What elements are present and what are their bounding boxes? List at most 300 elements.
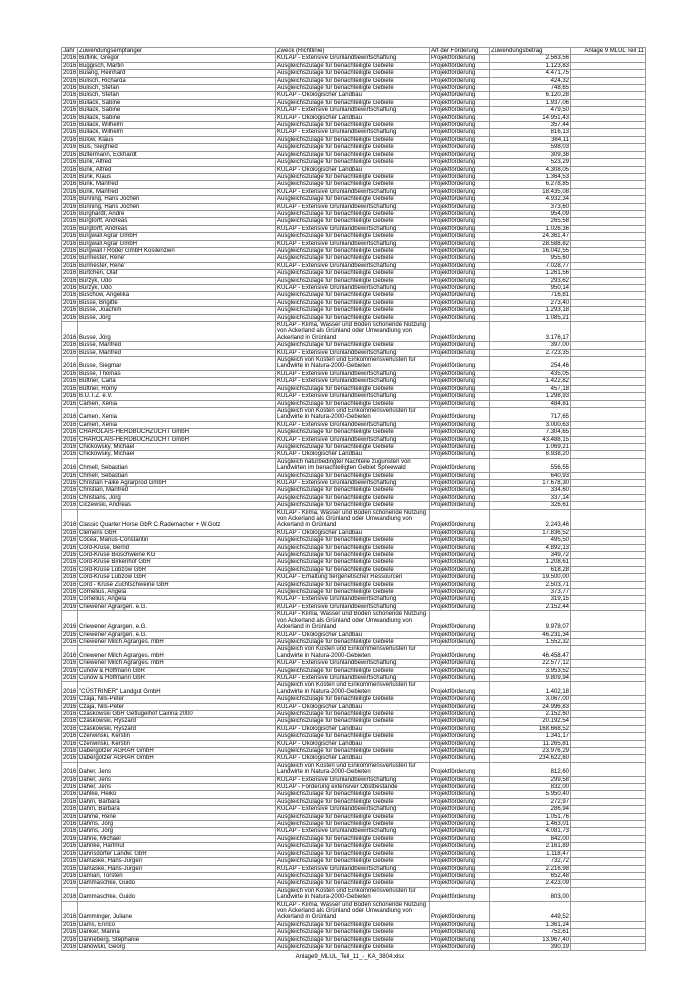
cell-type: Projektförderung — [430, 107, 490, 114]
cell-recipient: Bullack, Wilhelm — [78, 122, 276, 129]
cell-purpose: Ausgleichszulage für benachteiligte Gebiete — [276, 292, 430, 299]
cell-type: Projektförderung — [430, 806, 490, 813]
cell-type: Projektförderung — [430, 159, 490, 166]
table-row — [62, 611, 646, 631]
cell-recipient: Ciczewski, Andreas — [78, 502, 276, 509]
cell-purpose: Ausgleichszulage für benachteiligte Gebiete — [276, 494, 430, 501]
cell-amount: 4.892,13 — [490, 544, 571, 551]
cell-recipient: Burghardt, Andre — [78, 210, 276, 217]
table-row — [62, 188, 646, 195]
cell-amount: 18.435,08 — [490, 188, 571, 195]
cell-year: 2016 — [63, 436, 77, 443]
cell-type: Projektförderung — [430, 370, 490, 377]
cell-amount: 3.067,00 — [490, 696, 571, 703]
cell-type: Projektförderung — [430, 166, 490, 173]
cell-type: Projektförderung — [430, 247, 490, 254]
cell-recipient: Bunk, Manfred — [78, 181, 276, 188]
cell-type: Projektförderung — [430, 596, 490, 603]
cell-empty — [571, 865, 646, 872]
cell-type: Projektförderung — [430, 400, 490, 407]
cell-empty — [571, 487, 646, 494]
cell-purpose: Ausgleichszulage für benachteiligte Gebiete — [276, 487, 430, 494]
cell-type: Projektförderung — [430, 292, 490, 299]
cell-recipient: Classic Quarter Horse GbR C.Rademacher + W.Gotz — [78, 509, 276, 529]
cell-recipient: Danker, Marina — [78, 929, 276, 936]
cell-year: 2016 — [63, 487, 77, 494]
cell-purpose: Ausgleichszulage für benachteiligte Gebiete — [276, 502, 430, 509]
cell-purpose: Ausgleichszulage für benachteiligte Gebiete — [276, 159, 430, 166]
cell-type: Projektförderung — [430, 667, 490, 674]
cell-amount: 1.937,06 — [490, 99, 571, 106]
table-row — [62, 421, 646, 428]
cell-recipient: Dahlke, Heiko — [78, 791, 276, 798]
cell-amount: 5.950,40 — [490, 791, 571, 798]
table-row — [62, 748, 646, 755]
cell-year: 2016 — [62, 901, 78, 921]
cell-type: Projektförderung — [430, 270, 490, 277]
cell-purpose: KULAP - Ökologischer Landbau — [276, 755, 430, 762]
cell-amount: 523,29 — [490, 159, 571, 166]
cell-type: Projektförderung — [430, 342, 490, 349]
table-row — [62, 166, 646, 173]
cell-type: Projektförderung — [430, 936, 490, 943]
cell-year: 2016 — [63, 865, 77, 872]
table-row — [62, 262, 646, 269]
cell-recipient: Cornelius, Angela — [78, 589, 276, 596]
cell-year: 2016 — [63, 603, 77, 610]
cell-type: Projektförderung — [430, 436, 490, 443]
cell-amount: 4.932,34 — [490, 196, 571, 203]
table-row — [62, 114, 646, 121]
cell-empty — [571, 62, 646, 69]
cell-recipient: Dahms, Jörg — [78, 821, 276, 828]
cell-purpose: KULAP - Extensive Grünlandbewirtschaftung — [276, 349, 430, 356]
cell-empty — [571, 92, 646, 99]
cell-empty — [571, 378, 646, 385]
cell-purpose: Ausgleichszulage für benachteiligte Gebiete — [276, 270, 430, 277]
cell-empty — [571, 638, 646, 645]
table-row — [62, 537, 646, 544]
cell-year: 2016 — [62, 762, 78, 776]
header-annex: Anlage 9 MLUL Teil 11 — [571, 48, 646, 55]
cell-amount: 424,32 — [490, 77, 571, 84]
cell-type: Projektförderung — [430, 872, 490, 879]
cell-type: Projektförderung — [430, 603, 490, 610]
cell-recipient: Criewener Milch Agrarges. mbH — [78, 638, 276, 645]
cell-type: Projektförderung — [430, 544, 490, 551]
cell-purpose: KULAP - Ökologischer Landbau — [276, 166, 430, 173]
cell-amount: 1.422,82 — [490, 378, 571, 385]
cell-purpose: KULAP - Extensive Grünlandbewirtschaftung — [276, 421, 430, 428]
cell-amount: 2.723,35 — [490, 349, 571, 356]
cell-empty — [571, 357, 646, 371]
table-row — [62, 936, 646, 943]
table-row — [62, 225, 646, 232]
cell-type: Projektförderung — [430, 865, 490, 872]
cell-empty — [571, 943, 646, 950]
cell-type: Projektförderung — [430, 136, 490, 143]
cell-year: 2016 — [62, 646, 78, 660]
cell-year: 2016 — [63, 843, 77, 850]
cell-year: 2016 — [63, 943, 77, 950]
cell-year: 2016 — [63, 638, 77, 645]
cell-recipient: Bullack, Sabine — [78, 107, 276, 114]
cell-year: 2016 — [63, 451, 77, 458]
cell-type: Projektförderung — [430, 537, 490, 544]
cell-type: Projektförderung — [430, 529, 490, 536]
cell-type: Projektförderung — [430, 225, 490, 232]
cell-purpose: KULAP - Extensive Grünlandbewirtschaftung — [276, 203, 430, 210]
cell-empty — [571, 122, 646, 129]
cell-purpose: Ausgleichszulage für benachteiligte Gebiete — [276, 122, 430, 129]
cell-empty — [571, 472, 646, 479]
cell-empty — [571, 733, 646, 740]
cell-year: 2016 — [63, 566, 77, 573]
cell-purpose: KULAP - Ökologischer Landbau — [276, 740, 430, 747]
cell-empty — [571, 880, 646, 887]
cell-purpose: Ausgleichszulage für benachteiligte Gebiete — [276, 835, 430, 842]
cell-empty — [571, 240, 646, 247]
cell-type: Projektförderung — [430, 378, 490, 385]
cell-empty — [571, 458, 646, 472]
table-row — [62, 821, 646, 828]
cell-recipient: Bünning, Hans Jochen — [78, 203, 276, 210]
cell-type: Projektförderung — [430, 349, 490, 356]
table-row — [62, 299, 646, 306]
table-row — [62, 813, 646, 820]
cell-type: Projektförderung — [430, 638, 490, 645]
cell-year: 2016 — [63, 733, 77, 740]
cell-year: 2016 — [63, 494, 77, 501]
cell-type: Projektförderung — [430, 114, 490, 121]
cell-year: 2016 — [63, 544, 77, 551]
cell-amount: 265,58 — [490, 218, 571, 225]
cell-recipient: Daher, Jens — [78, 784, 276, 791]
table-row — [62, 603, 646, 610]
table-row — [62, 136, 646, 143]
cell-year: 2016 — [62, 357, 78, 371]
cell-recipient: Dahms, Jörg — [78, 828, 276, 835]
cell-empty — [571, 682, 646, 696]
cell-purpose: KULAP - Extensive Grünlandbewirtschaftung — [276, 674, 430, 681]
cell-recipient: Busse, Thomas — [78, 370, 276, 377]
cell-year: 2016 — [62, 322, 78, 342]
cell-type: Projektförderung — [430, 696, 490, 703]
cell-year: 2016 — [63, 370, 77, 377]
cell-purpose: KULAP - Extensive Grünlandbewirtschaftung — [276, 479, 430, 486]
cell-type: Projektförderung — [430, 850, 490, 857]
cell-type: Projektförderung — [430, 718, 490, 725]
cell-type: Projektförderung — [430, 740, 490, 747]
cell-empty — [571, 791, 646, 798]
cell-amount: 8.938,20 — [490, 451, 571, 458]
cell-recipient: Christian, Manfred — [78, 487, 276, 494]
table-row — [62, 55, 646, 62]
cell-empty — [571, 798, 646, 805]
table-row — [62, 99, 646, 106]
cell-year: 2016 — [63, 299, 77, 306]
cell-type: Projektförderung — [430, 240, 490, 247]
table-row — [62, 322, 646, 342]
cell-type: Projektförderung — [430, 357, 490, 371]
table-row — [62, 682, 646, 696]
cell-recipient: Burtchen, Olaf — [78, 270, 276, 277]
table-row — [62, 233, 646, 240]
cell-empty — [571, 277, 646, 284]
cell-purpose: Ausgleichszulage für benachteiligte Gebiete — [276, 581, 430, 588]
cell-year: 2016 — [63, 429, 77, 436]
header-recipient: Zuwendungsempfänger — [78, 48, 276, 55]
cell-amount: 337,14 — [490, 494, 571, 501]
cell-empty — [571, 718, 646, 725]
cell-amount: 384,11 — [490, 136, 571, 143]
table-row — [62, 407, 646, 421]
cell-recipient: Czaskowski, Ryszard — [78, 725, 276, 732]
cell-purpose: Ausgleich von Kosten und Einkommensverlusten für Landwirte in Natura-2000-Gebieten — [276, 407, 430, 421]
cell-recipient: Czaja, Nils-Peter — [78, 696, 276, 703]
table-row — [62, 740, 646, 747]
cell-amount: 24.361,47 — [490, 233, 571, 240]
cell-purpose: KULAP - Ökologischer Landbau — [276, 725, 430, 732]
cell-purpose: Ausgleichszulage für benachteiligte Gebiete — [276, 181, 430, 188]
cell-year: 2016 — [63, 77, 77, 84]
cell-empty — [571, 589, 646, 596]
cell-type: Projektförderung — [430, 776, 490, 783]
table-row — [62, 203, 646, 210]
cell-year: 2016 — [63, 921, 77, 928]
cell-recipient: Damian, Torsten — [78, 872, 276, 879]
cell-amount: 2.243,46 — [490, 509, 571, 529]
cell-recipient: Buls, Siegfried — [78, 144, 276, 151]
cell-empty — [571, 166, 646, 173]
table-row — [62, 901, 646, 921]
cell-recipient: Czaskowski, Ryszard — [78, 718, 276, 725]
cell-purpose: Ausgleichszulage für benachteiligte Gebiete — [276, 667, 430, 674]
cell-purpose: KULAP - Extensive Grünlandbewirtschaftung — [276, 865, 430, 872]
cell-amount: 390,19 — [490, 943, 571, 950]
cell-purpose: Ausgleichszulage für benachteiligte Gebiete — [276, 559, 430, 566]
cell-type: Projektförderung — [430, 277, 490, 284]
cell-empty — [571, 674, 646, 681]
cell-empty — [571, 646, 646, 660]
cell-empty — [571, 233, 646, 240]
table-row — [62, 929, 646, 936]
cell-purpose: Ausgleichszulage für benachteiligte Gebiete — [276, 307, 430, 314]
table-row — [62, 292, 646, 299]
cell-purpose: Ausgleichszulage für benachteiligte Gebiete — [276, 70, 430, 77]
cell-empty — [571, 196, 646, 203]
table-row — [62, 210, 646, 217]
cell-purpose: Ausgleichszulage für benachteiligte Gebiete — [276, 589, 430, 596]
cell-amount: 618,28 — [490, 566, 571, 573]
cell-recipient: Bulisch, Richarda — [78, 77, 276, 84]
cell-type: Projektförderung — [430, 218, 490, 225]
cell-amount: 17.836,52 — [490, 529, 571, 536]
cell-amount: 732,72 — [490, 858, 571, 865]
cell-empty — [571, 611, 646, 631]
table-row — [62, 943, 646, 950]
cell-amount: 950,14 — [490, 285, 571, 292]
cell-year: 2016 — [62, 458, 78, 472]
cell-amount: 2.503,71 — [490, 581, 571, 588]
cell-purpose: KULAP - Klima, Wasser und Boden schonende Nutzung von Ackerland als Grünland oder Umwandlung von Ackerland in Grünland — [276, 611, 430, 631]
cell-amount: 6.278,85 — [490, 181, 571, 188]
cell-recipient: Danneberg, Stephanie — [78, 936, 276, 943]
cell-type: Projektförderung — [430, 843, 490, 850]
table-row — [62, 529, 646, 536]
table-row — [62, 596, 646, 603]
cell-amount: 4.308,05 — [490, 166, 571, 173]
cell-amount: 484,81 — [490, 400, 571, 407]
header-type: Art der Förderung — [430, 48, 490, 55]
cell-type: Projektförderung — [430, 589, 490, 596]
cell-empty — [571, 210, 646, 217]
table-row — [62, 77, 646, 84]
cell-type: Projektförderung — [430, 173, 490, 180]
cell-year: 2016 — [63, 791, 77, 798]
cell-empty — [571, 887, 646, 901]
cell-type: Projektförderung — [430, 196, 490, 203]
cell-purpose: KULAP - Ökologischer Landbau — [276, 451, 430, 458]
cell-recipient: Cornelius, Angela — [78, 596, 276, 603]
cell-purpose: Ausgleichszulage für benachteiligte Gebiete — [276, 400, 430, 407]
cell-purpose: Ausgleich von Kosten und Einkommensverlusten für Landwirte in Natura-2000-Gebieten — [276, 762, 430, 776]
cell-empty — [571, 509, 646, 529]
cell-amount: 23.976,29 — [490, 748, 571, 755]
cell-type: Projektförderung — [430, 429, 490, 436]
cell-amount: 2.423,09 — [490, 880, 571, 887]
cell-year: 2016 — [63, 748, 77, 754]
table-row — [62, 159, 646, 166]
cell-amount: 1.402,18 — [490, 682, 571, 696]
table-row — [62, 784, 646, 791]
cell-type: Projektförderung — [430, 262, 490, 269]
cell-type: Projektförderung — [430, 451, 490, 458]
cell-recipient: Chickowsky, Michael — [78, 443, 276, 450]
cell-year: 2016 — [63, 828, 77, 835]
cell-empty — [571, 322, 646, 342]
cell-year: 2016 — [63, 292, 77, 299]
cell-year: 2016 — [63, 196, 77, 203]
cell-purpose: Ausgleichszulage für benachteiligte Gebiete — [276, 247, 430, 254]
table-row — [62, 858, 646, 865]
header-row — [62, 48, 646, 55]
cell-purpose: Ausgleichszulage für benachteiligte Gebiete — [276, 62, 430, 69]
cell-amount: 326,61 — [490, 502, 571, 509]
table-row — [62, 247, 646, 254]
cell-recipient: Busse, Jörg — [78, 314, 276, 321]
cell-recipient: Camen, Xenia — [78, 400, 276, 407]
table-row — [62, 725, 646, 732]
cell-recipient: Busse, Jörg — [78, 322, 276, 342]
cell-recipient: CHAROLAIS-HERDBUCHZUCHT GmbH — [78, 436, 276, 443]
cell-empty — [571, 858, 646, 865]
cell-amount: 46.231,34 — [490, 631, 571, 638]
cell-recipient: Criewener Milch Agrarges. mbH — [78, 660, 276, 667]
cell-empty — [571, 225, 646, 232]
cell-year: 2016 — [63, 710, 77, 717]
cell-empty — [571, 821, 646, 828]
cell-recipient: Dahm, Barbara — [78, 806, 276, 813]
cell-type: Projektförderung — [430, 129, 490, 136]
cell-type: Projektförderung — [430, 880, 490, 887]
cell-empty — [571, 393, 646, 400]
cell-recipient: Büttner, Carla — [78, 378, 276, 385]
cell-purpose: KULAP - Extensive Grünlandbewirtschaftung — [276, 660, 430, 667]
cell-empty — [571, 784, 646, 791]
cell-type: Projektförderung — [430, 566, 490, 573]
cell-purpose: Ausgleichszulage für benachteiligte Gebiete — [276, 929, 430, 936]
cell-recipient: Dabergotzer AGRAR GmbH — [78, 755, 276, 762]
table-row — [62, 646, 646, 660]
cell-recipient: Damaske, Hans-Jürgen — [78, 865, 276, 872]
table-row — [62, 85, 646, 92]
table-row — [62, 828, 646, 835]
cell-type: Projektförderung — [430, 502, 490, 509]
cell-amount: 20.192,54 — [490, 718, 571, 725]
cell-recipient: Cord-Kruse Lübzow GbR — [78, 574, 276, 581]
cell-year: 2016 — [63, 400, 77, 407]
cell-amount: 652,48 — [490, 872, 571, 879]
cell-empty — [571, 559, 646, 566]
cell-empty — [571, 144, 646, 151]
cell-type: Projektförderung — [430, 307, 490, 314]
cell-empty — [571, 77, 646, 84]
cell-empty — [571, 421, 646, 428]
table-row — [62, 255, 646, 262]
cell-amount: 397,00 — [490, 342, 571, 349]
table-row — [62, 660, 646, 667]
cell-recipient: Büttner, Romy — [78, 385, 276, 392]
cell-recipient: Busse, Manfred — [78, 342, 276, 349]
cell-type: Projektförderung — [430, 203, 490, 210]
table-row — [62, 638, 646, 645]
cell-empty — [571, 429, 646, 436]
cell-recipient: Criewener Agrargen. e.G. — [78, 603, 276, 610]
cell-year: 2016 — [63, 703, 77, 710]
cell-year: 2016 — [63, 858, 77, 865]
cell-amount: 43.488,15 — [490, 436, 571, 443]
cell-year: 2016 — [63, 740, 77, 747]
cell-year: 2016 — [63, 349, 77, 356]
cell-purpose: Ausgleichszulage für benachteiligte Gebiete — [276, 173, 430, 180]
cell-empty — [571, 70, 646, 77]
cell-recipient: Dähne, Michael — [78, 835, 276, 842]
cell-year: 2016 — [63, 880, 77, 887]
cell-year: 2016 — [63, 776, 77, 783]
cell-recipient: Cord-Kruse Birkenhof GbR — [78, 559, 276, 566]
table-row — [62, 240, 646, 247]
cell-empty — [571, 843, 646, 850]
cell-purpose: Ausgleichszulage für benachteiligte Gebiete — [276, 151, 430, 158]
cell-purpose: Ausgleichszulage für benachteiligte Gebiete — [276, 718, 430, 725]
cell-type: Projektförderung — [430, 710, 490, 717]
table-row — [62, 393, 646, 400]
cell-year: 2016 — [63, 393, 77, 400]
cell-purpose: KULAP - Extensive Grünlandbewirtschaftung — [276, 393, 430, 400]
cell-empty — [571, 660, 646, 667]
cell-year: 2016 — [63, 188, 77, 195]
cell-year: 2016 — [63, 529, 77, 536]
cell-purpose: Ausgleichszulage für benachteiligte Gebiete — [276, 218, 430, 225]
cell-recipient: Buflink, Gregor — [78, 55, 276, 62]
cell-recipient: Busse, Siegmar — [78, 357, 276, 371]
cell-purpose: Ausgleichszulage für benachteiligte Gebiete — [276, 136, 430, 143]
cell-purpose: Ausgleichszulage für benachteiligte Gebiete — [276, 850, 430, 857]
cell-amount: 2.216,98 — [490, 865, 571, 872]
cell-purpose: KULAP - Ökologischer Landbau — [276, 114, 430, 121]
cell-type: Projektförderung — [430, 559, 490, 566]
